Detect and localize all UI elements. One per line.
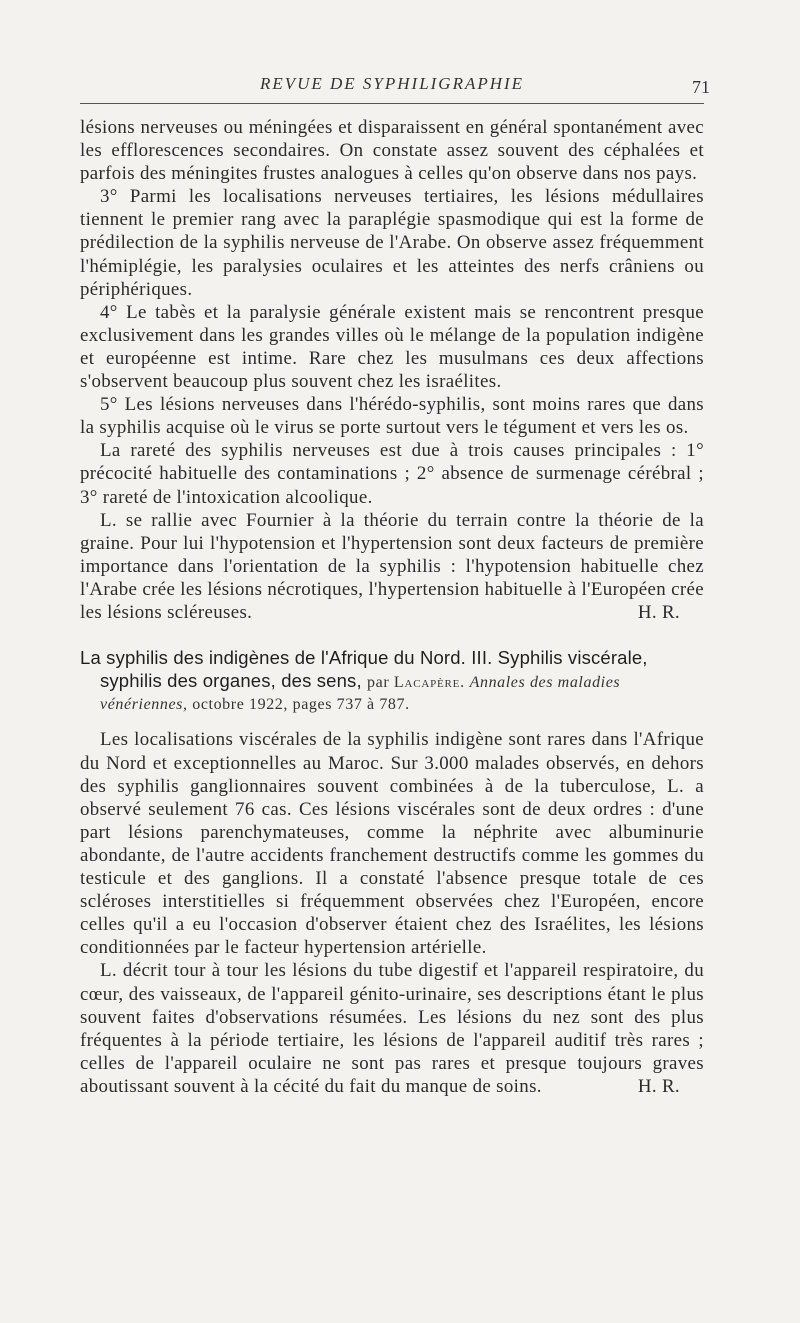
signature: H. R. (637, 1075, 680, 1097)
citation-line (80, 694, 704, 716)
page-body (80, 116, 704, 1098)
article-title-subline (80, 669, 704, 694)
page-number: 71 (692, 77, 710, 97)
paragraph: 5° Les lésions nerveuses dans l'hérédo-syphilis, sont moins rares que dans la syphilis acquise où le virus se porte surtout vers le tégument et vers les os. (80, 394, 704, 439)
paragraph: La rareté des syphilis nerveuses est due à trois causes principales : 1° précocité habituelle des contaminations ; 2° absence de surmenage cérébral ; 3° rareté de l'intoxication alcoolique. (80, 440, 704, 508)
paragraph: 4° Le tabès et la paralysie générale existent mais se rencontrent presque exclusivement dans les grandes villes où le mélange de la population indigène et européenne est intime. Rare chez les musulmans ces deux affections s'observent beaucoup plus souvent chez les israélites. (80, 301, 704, 393)
page-header (80, 74, 710, 104)
byline (367, 674, 620, 691)
journal-name: Annales des maladies (469, 674, 621, 692)
running-title: REVUE DE SYPHILIGRAPHIE (259, 74, 525, 93)
paragraph: lésions nerveuses ou méningées et disparaissent en général spontanément avec les efflorescences secondaires. On constate assez souvent des céphalées et parfois des méningites frustes analogues à celles qu'on observe dans nos pays. (80, 117, 704, 185)
paragraph: 3° Parmi les localisations nerveuses tertiaires, les lésions médullaires tiennent le premier rang avec la paraplégie spasmodique qui est la forme de prédilection de la syphilis nerveuse de l'Arabe. On observe assez fréquemment l'hémiplégie, les paralysies oculaires et les atteintes des nerfs crâniens ou périphériques. (80, 186, 704, 300)
paragraph: Les localisations viscérales de la syphilis indigène sont rares dans l'Afrique du Nord et exceptionnelles au Maroc. Sur 3.000 malades observés, en dehors des syphilis ganglionnaires souvent combinées à de la tuberculose, L. a observé seulement 76 cas. Ces lésions viscérales sont de deux ordres : d'une part lésions parenchymateuses, comme la néphrite avec albuminurie abondante, de l'autre accidents franchement destructifs comme les gommes du testicule et des ganglions. Il a constaté l'absence presque totale de ces scléroses interstitielles si fréquemment observées chez l'Européen, encore celles qu'il a eu l'occasion d'observer étaient chez des Israélites, les lésions conditionnées par le facteur hypertension artérielle. (80, 729, 704, 959)
byline-par: par (367, 674, 390, 692)
article-title-line: La syphilis des indigènes de l'Afrique du Nord. III. Syphilis viscérale, (80, 647, 648, 669)
paragraph-with-signature (80, 509, 704, 624)
journal-name-cont: vénériennes, (100, 696, 188, 714)
paragraph-text: L. se rallie avec Fournier à la théorie du terrain contre la théorie de la graine. Pour lui l'hypotension et l'hypertension sont deux facteurs de première importance dans l'orientation de la syphilis : l'hypotension habituelle chez l'Arabe crée les lésions nécrotiques, l'hypertension habituelle à l'Européen crée les lésions scléreuses. (80, 509, 704, 623)
signature: H. R. (637, 601, 680, 623)
paragraph-with-signature (80, 959, 704, 1098)
section-gap (80, 716, 704, 728)
article-title-line: syphilis des organes, des sens, (100, 670, 362, 692)
header-rule (80, 103, 704, 104)
article-title (80, 646, 704, 694)
date-pages: octobre 1922, pages 737 à 787. (192, 696, 410, 714)
section-gap (80, 624, 704, 646)
author-name: Lacapère. (393, 674, 465, 692)
paragraph-text: L. décrit tour à tour les lésions du tube digestif et l'appareil respiratoire, du cœur, des vaisseaux, de l'appareil génito-urinaire, ses descriptions étant le plus souvent faites d'observations résumées. Les lésions du nez sont des plus fréquentes à la période tertiaire, les lésions de l'appareil auditif très rares ; celles de l'appareil oculaire ne sont pas rares et presque toujours graves aboutissant souvent à la cécité du fait du manque de soins. (80, 960, 704, 1097)
